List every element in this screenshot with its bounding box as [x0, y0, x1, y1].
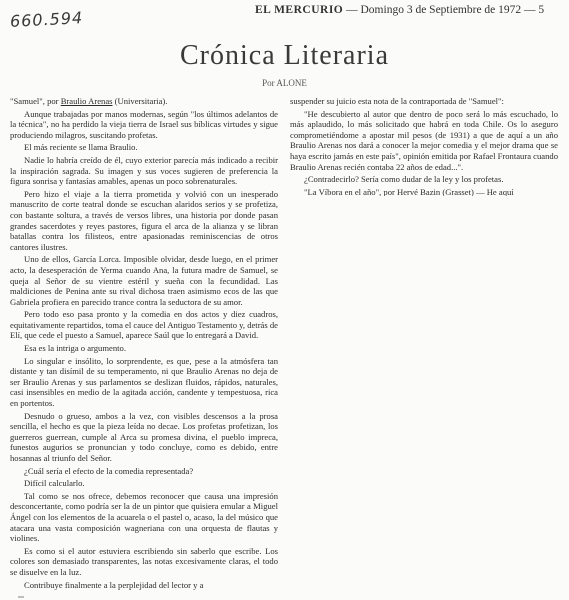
left-column — [10, 96, 278, 596]
paragraph: Desnudo o grueso, ambos a la vez, con visibles descensos a la prosa sencilla, el hecho es que la pieza leída no decae. Los profetas profetizan, los guerreros guerrean, cumple al Arca su promesa divina, el pueblo impreca, funestos augurios se pronuncian y todo concluye, como es debido, entre hosannas al triunfo del Señor. — [10, 410, 278, 463]
paragraph: Esa es la intriga o argumento. — [24, 343, 126, 354]
paragraph: ¿Contradecirlo? Sería como dudar de la ley y los profetas. — [304, 174, 504, 185]
book-reference — [10, 96, 278, 107]
paragraph: Lo singular e insólito, lo sorprendente, es que, pese a la atmósfera tan distante y tan disímil de su temperamento, ni que Braulio Arenas no deja de ser Braulio Arenas y sus parlamentos se deslizan fluidos, rápidos, naturales, casi insensibles en medio de la agitada acción, candente y tempestuosa, rica en portentos. — [10, 355, 278, 409]
paragraph: suspender su juicio esta nota de la contraportada de "Samuel": — [290, 96, 504, 106]
masthead-separator: — — [346, 4, 358, 16]
issue-date: Domingo 3 de Septiembre de 1972 — [360, 4, 522, 16]
right-column — [290, 96, 558, 196]
paper-speck — [18, 596, 24, 598]
paragraph: Pero hizo el viaje a la tierra prometida y volvió con un inesperado manuscrito de corte teatral donde se escuchan alaridos serios y se profetiza, con bastante soltura, a través de versos libres, una historia por donde pasan grandes sacerdotes y reyes pastores, figura el arca de la alianza y se libran batallas contra los filisteos, entre apasionadas reminiscencias de otros cantores ilustres. — [10, 188, 278, 252]
paragraph: Uno de ellos, García Lorca. Imposible olvidar, desde luego, en el primer acto, la desesperación de Yerma cuando Ana, la futura madre de Samuel, se queja al Señor de su vientre estéril y sueña con la fecundidad. Las maldiciones de Penina ante su rival dichosa traen asimismo ecos de las que Gabriela profiera en parecido trance contra la seductora de su amor. — [10, 254, 278, 307]
article-byline: Por ALONE — [262, 78, 307, 88]
paragraph: El más reciente se llama Braulio. — [24, 142, 138, 153]
book-publisher: (Universitaria). — [114, 96, 168, 106]
paragraph: Pero todo eso pasa pronto y la comedia en dos actos y diez cuadros, equitativamente repartidos, toma el cauce del Antiguo Testamento y, detrás de Elí, que cede el puesto a Samuel, aparece Saúl que lo entregará a David. — [10, 309, 278, 341]
paragraph: Tal como se nos ofrece, debemos reconocer que causa una impresión desconcertante, como podría ser la de un pintor que quisiera emular a Miguel Ángel con los elementos de la acuarela o el pastel o, acaso, la del músico que atacara una vasta composición wagneriana con una orquesta de flautas y violines. — [10, 490, 278, 544]
paragraph: Nadie lo habría creído de él, cuyo exterior parecía más indicado a recibir la inspiración sagrada. Su imagen y sus voces sugieren de preferencia la figura sonrisa y fantasías amables, apenas un poco sobrenaturales. — [10, 154, 278, 187]
paragraph: ¿Cuál sería el efecto de la comedia representada? — [24, 465, 194, 476]
paragraph: "He descubierto al autor que dentro de poco será lo más escuchado, lo más aplaudido, lo más solicitado que habrá en toda Chile. Os lo aseguro comprometiéndome a apostar mil pesos (de 1931) a que de aquí a un año Braulio Arenas nos dará a conocer la mejor comedia y el mejor drama que se haya escrito jamás en este país", opinión emitida por Rafael Frontaura cuando Braulio Arenas recién contaba 22 años de edad...". — [290, 108, 558, 172]
paragraph: Es como si el autor estuviera escribiendo sin saberlo que escribe. Los colores son demasiado transparentes, las notas excesivamente claras, el todo se disuelve en la luz. — [10, 545, 278, 577]
paragraph: Contribuye finalmente a la perplejidad del lector y a — [24, 579, 204, 590]
article-headline: Crónica Literaria — [179, 40, 389, 71]
masthead — [255, 4, 544, 16]
handwritten-archive-number: 660.594 — [9, 8, 84, 31]
page-number: — 5 — [524, 4, 545, 16]
paragraph: Difícil calcularlo. — [24, 478, 85, 489]
paragraph: Aunque trabajadas por manos modernas, según "los últimos adelantos de la técnica", no ha perdido la vieja tierra de Israel sus bíblicas virtudes y sigue produciendo milagros, suscitando profetas. — [10, 108, 278, 140]
book-author: Braulio Arenas — [60, 96, 113, 106]
newspaper-name: EL MERCURIO — [255, 4, 344, 16]
book-title: "Samuel", por — [10, 96, 59, 106]
paragraph: "La Víbora en el año", por Hervé Bazin (Grasset) — He aquí — [304, 186, 514, 196]
